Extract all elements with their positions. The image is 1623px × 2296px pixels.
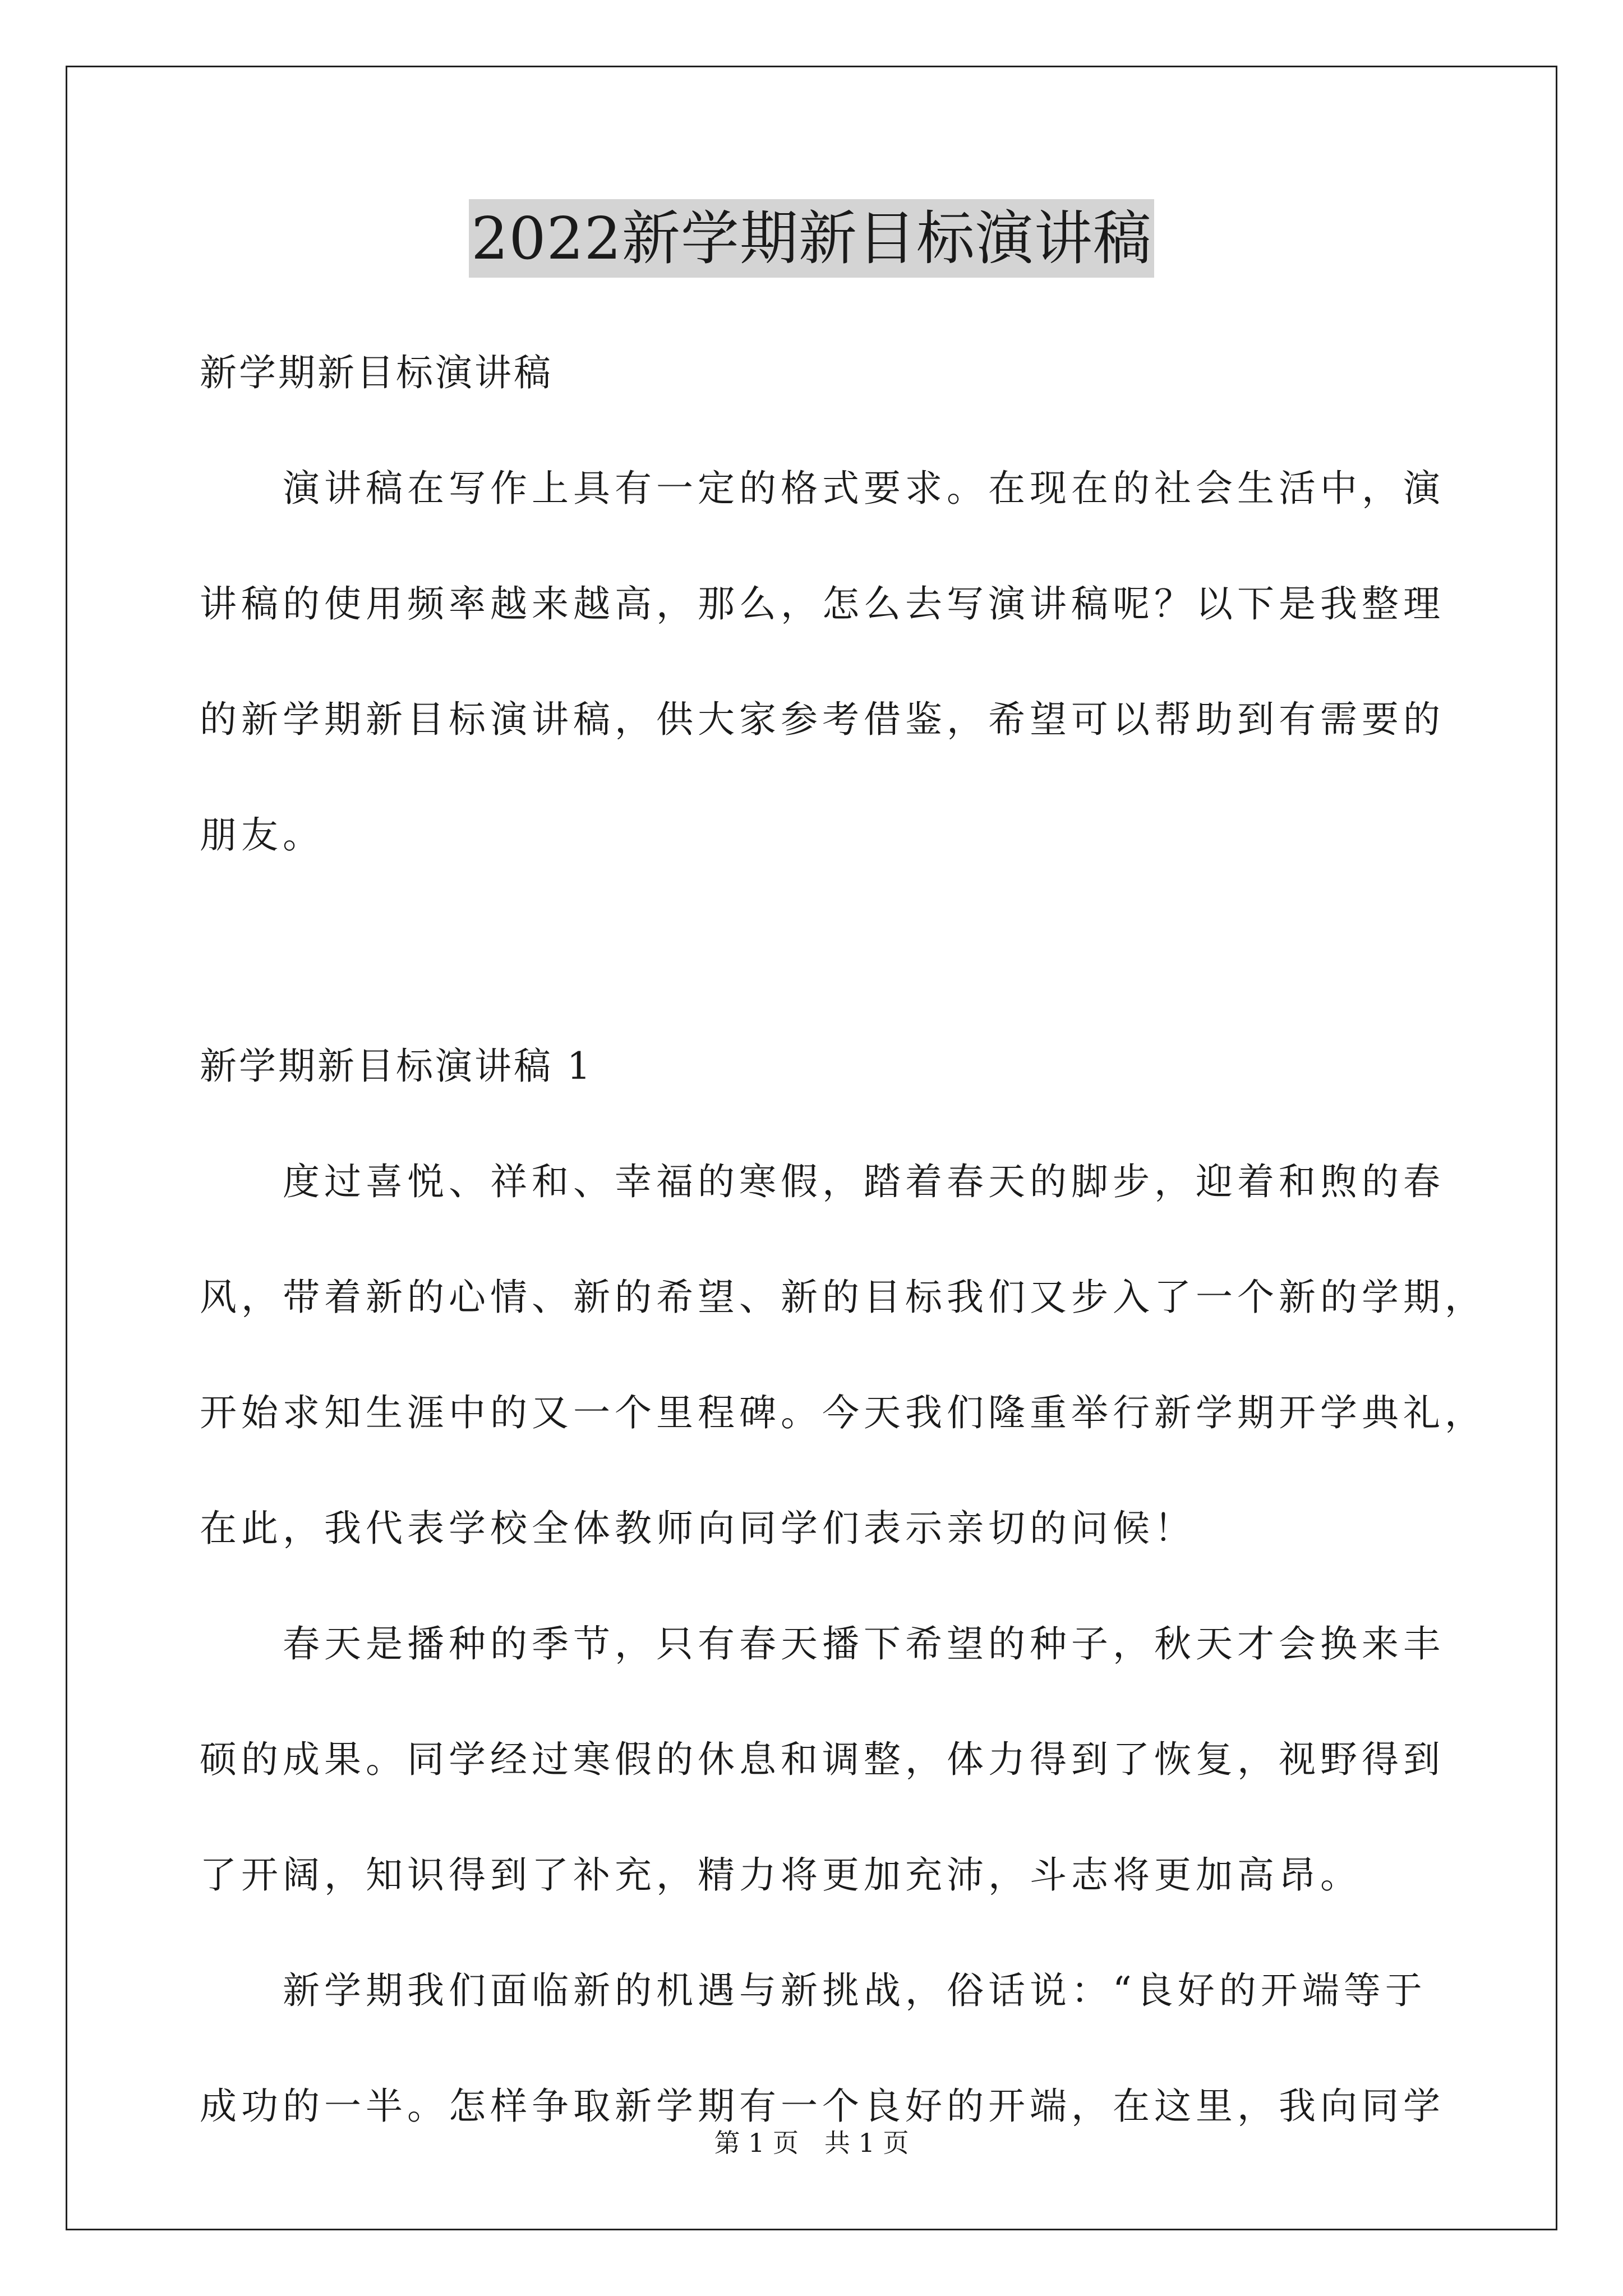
body-line: 风，带着新的心情、新的希望、新的目标我们又步入了一个新的学期， (200, 1276, 1486, 1319)
body-line: 春天是播种的季节，只有春天播下希望的种子，秋天才会换来丰 (200, 1622, 1445, 1665)
body-line: 硕的成果。同学经过寒假的休息和调整，体力得到了恢复，视野得到 (200, 1738, 1445, 1781)
intro-line: 讲稿的使用频率越来越高，那么，怎么去写演讲稿呢？以下是我整理 (200, 582, 1445, 625)
body-line: 了开阔，知识得到了补充，精力将更加充沛，斗志将更加高昂。 (200, 1853, 1362, 1897)
body-line: 开始求知生涯中的又一个里程碑。今天我们隆重举行新学期开学典礼， (200, 1391, 1486, 1434)
section-gap (200, 893, 1433, 1009)
body-line: 在此，我代表学校全体教师向同学们表示亲切的问候！ (200, 1507, 1196, 1550)
intro-line: 朋友。 (200, 813, 324, 857)
document-title: 2022新学期新目标演讲稿 (469, 199, 1154, 278)
page-footer: 第 1 页 共 1 页 (714, 2128, 909, 2158)
section-heading: 新学期新目标演讲稿 1 (200, 1045, 593, 1088)
body-line: 度过喜悦、祥和、幸福的寒假，踏着春天的脚步，迎着和煦的春 (200, 1160, 1445, 1203)
intro-line: 演讲稿在写作上具有一定的格式要求。在现在的社会生活中，演 (200, 467, 1445, 510)
body-line: 新学期我们面临新的机遇与新挑战，俗话说：“良好的开端等于 (200, 1969, 1427, 2012)
intro-line: 的新学期新目标演讲稿，供大家参考借鉴，希望可以帮助到有需要的 (200, 698, 1445, 741)
body-line: 成功的一半。怎样争取新学期有一个良好的开端，在这里，我向同学 (200, 2085, 1445, 2128)
document-body (200, 315, 1486, 2164)
subtitle: 新学期新目标演讲稿 (200, 351, 553, 394)
title-container (0, 199, 1623, 278)
